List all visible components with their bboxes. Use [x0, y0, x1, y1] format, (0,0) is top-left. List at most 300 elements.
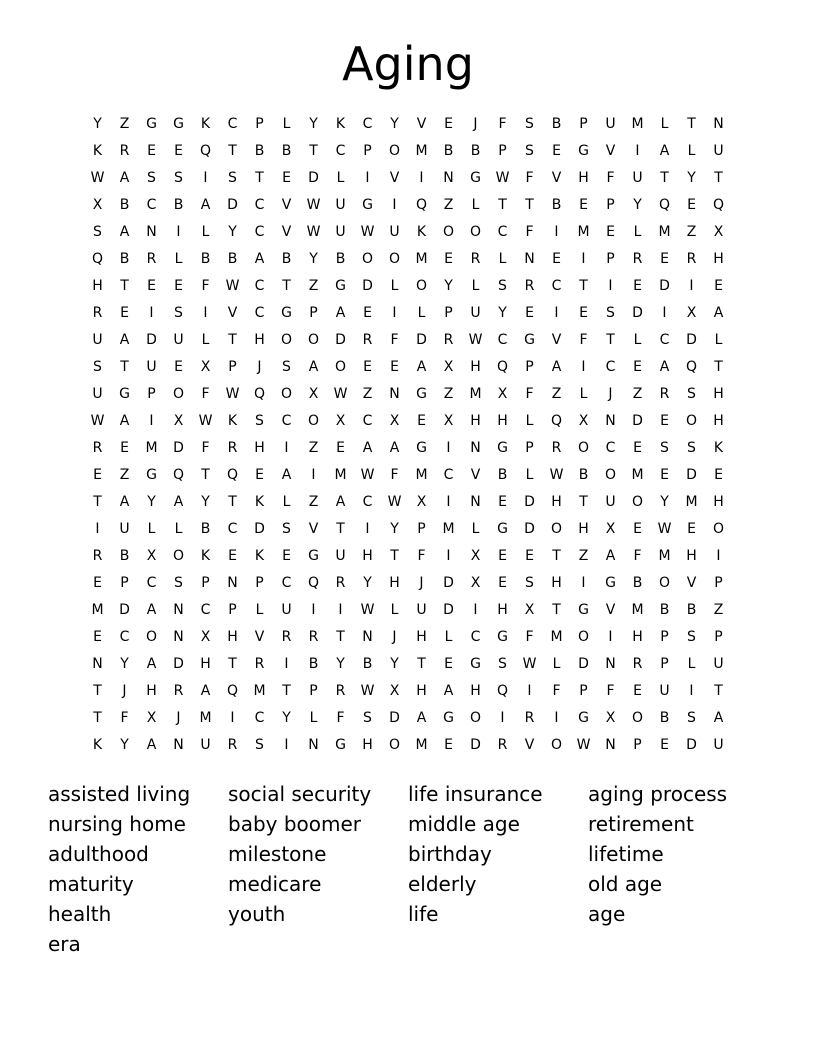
grid-row: [84, 327, 732, 354]
grid-letter: Z: [119, 116, 130, 132]
grid-letter: W: [333, 386, 348, 402]
grid-letter: I: [662, 305, 667, 321]
word-list-item: old age: [588, 872, 663, 896]
grid-letter: G: [173, 116, 184, 132]
grid-letter: N: [605, 737, 616, 753]
grid-letter: Y: [120, 656, 129, 672]
grid-letter: A: [146, 602, 157, 618]
grid-letter: U: [713, 656, 724, 672]
grid-letter: I: [581, 575, 586, 591]
grid-letter: A: [281, 467, 292, 483]
grid-letter: O: [388, 737, 401, 753]
grid-letter: B: [227, 251, 238, 267]
grid-letter: E: [660, 737, 669, 753]
grid-letter: I: [608, 278, 613, 294]
grid-letter: T: [255, 170, 264, 186]
grid-letter: X: [173, 413, 184, 429]
grid-letter: K: [254, 494, 265, 510]
grid-letter: D: [659, 278, 670, 294]
grid-letter: I: [446, 494, 451, 510]
grid-letter: I: [581, 359, 586, 375]
grid-letter: A: [119, 224, 130, 240]
grid-letter: U: [119, 521, 130, 537]
grid-letter: L: [633, 332, 642, 348]
grid-letter: N: [146, 224, 157, 240]
grid-letter: K: [416, 224, 427, 240]
grid-letter: R: [335, 575, 346, 591]
grid-letter: L: [714, 332, 723, 348]
grid-letter: R: [524, 278, 535, 294]
grid-letter: Z: [551, 386, 562, 402]
grid-letter: E: [552, 251, 561, 267]
grid-letter: M: [631, 116, 644, 132]
grid-letter: R: [227, 440, 238, 456]
grid-letter: Y: [282, 710, 291, 726]
grid-letter: M: [415, 737, 428, 753]
grid-letter: D: [632, 305, 643, 321]
grid-letter: C: [605, 440, 616, 456]
grid-letter: F: [498, 116, 507, 132]
grid-letter: S: [606, 305, 615, 321]
grid-letter: I: [446, 440, 451, 456]
grid-letter: N: [362, 629, 373, 645]
grid-letter: L: [309, 710, 318, 726]
grid-letter: T: [714, 683, 723, 699]
grid-letter: U: [416, 602, 427, 618]
grid-letter: E: [714, 278, 723, 294]
grid-letter: G: [146, 467, 157, 483]
grid-letter: U: [92, 332, 103, 348]
grid-letter: N: [308, 737, 319, 753]
grid-letter: M: [658, 548, 671, 564]
grid-letter: G: [524, 332, 535, 348]
grid-letter: W: [360, 224, 375, 240]
grid-letter: O: [658, 575, 671, 591]
grid-letter: O: [172, 548, 185, 564]
grid-letter: W: [495, 170, 510, 186]
grid-letter: Z: [308, 278, 319, 294]
grid-letter: Q: [496, 359, 509, 375]
grid-letter: Y: [498, 305, 507, 321]
grid-letter: T: [552, 548, 561, 564]
grid-letter: B: [119, 197, 130, 213]
grid-letter: G: [335, 737, 346, 753]
grid-letter: E: [336, 440, 345, 456]
grid-letter: E: [363, 305, 372, 321]
grid-letter: E: [174, 359, 183, 375]
grid-letter: D: [362, 278, 373, 294]
grid-row: [84, 381, 732, 408]
grid-letter: P: [255, 575, 264, 591]
grid-letter: O: [145, 629, 158, 645]
grid-letter: O: [469, 710, 482, 726]
word-list-item: baby boomer: [228, 812, 362, 836]
grid-letter: R: [686, 251, 697, 267]
grid-letter: T: [93, 683, 102, 699]
grid-letter: H: [254, 332, 265, 348]
word-list-item: birthday: [408, 842, 492, 866]
grid-letter: Q: [226, 467, 239, 483]
grid-letter: X: [146, 710, 157, 726]
word-list-item: life insurance: [408, 782, 543, 806]
grid-letter: Y: [390, 521, 399, 537]
grid-letter: Q: [91, 251, 104, 267]
grid-letter: U: [335, 197, 346, 213]
grid-letter: B: [578, 467, 589, 483]
grid-letter: D: [686, 332, 697, 348]
grid-letter: T: [525, 197, 534, 213]
grid-letter: V: [686, 575, 697, 591]
grid-letter: I: [419, 170, 424, 186]
grid-letter: C: [119, 629, 130, 645]
grid-letter: H: [497, 413, 508, 429]
grid-letter: J: [473, 116, 478, 132]
grid-letter: X: [443, 413, 454, 429]
grid-letter: E: [498, 575, 507, 591]
grid-row: [84, 435, 732, 462]
grid-letter: V: [254, 629, 265, 645]
grid-letter: P: [525, 440, 534, 456]
grid-letter: A: [119, 332, 130, 348]
grid-letter: P: [417, 521, 426, 537]
word-list-item: age: [588, 902, 626, 926]
grid-letter: T: [714, 359, 723, 375]
grid-letter: E: [579, 305, 588, 321]
grid-letter: F: [525, 170, 534, 186]
grid-letter: H: [389, 575, 400, 591]
grid-letter: G: [308, 548, 319, 564]
grid-letter: V: [281, 197, 292, 213]
grid-letter: I: [149, 413, 154, 429]
grid-letter: A: [308, 359, 319, 375]
grid-letter: R: [524, 710, 535, 726]
grid-letter: F: [201, 440, 210, 456]
grid-letter: H: [470, 413, 481, 429]
grid-letter: E: [633, 683, 642, 699]
grid-letter: O: [631, 494, 644, 510]
word-list-item: aging process: [588, 782, 728, 806]
grid-letter: C: [605, 359, 616, 375]
grid-letter: H: [470, 683, 481, 699]
grid-letter: N: [173, 737, 184, 753]
grid-letter: E: [282, 548, 291, 564]
grid-letter: L: [201, 332, 210, 348]
grid-letter: U: [605, 116, 616, 132]
grid-letter: Y: [336, 656, 345, 672]
grid-letter: V: [227, 305, 238, 321]
grid-letter: V: [551, 170, 562, 186]
grid-letter: F: [390, 332, 399, 348]
grid-letter: C: [497, 332, 508, 348]
grid-letter: D: [173, 656, 184, 672]
grid-letter: B: [362, 656, 373, 672]
grid-letter: Z: [362, 386, 373, 402]
grid-letter: D: [146, 332, 157, 348]
word-list-item: nursing home: [48, 812, 186, 836]
grid-letter: R: [92, 548, 103, 564]
grid-letter: C: [659, 332, 670, 348]
grid-letter: L: [282, 116, 291, 132]
grid-letter: N: [443, 170, 454, 186]
grid-letter: H: [713, 413, 724, 429]
grid-letter: S: [282, 521, 291, 537]
grid-letter: D: [578, 656, 589, 672]
grid-letter: R: [173, 683, 184, 699]
grid-letter: D: [632, 413, 643, 429]
grid-row: [84, 138, 732, 165]
grid-letter: G: [605, 575, 616, 591]
grid-row: [84, 732, 732, 759]
grid-letter: T: [282, 278, 291, 294]
grid-letter: C: [254, 710, 265, 726]
grid-letter: Y: [201, 494, 210, 510]
grid-letter: S: [147, 170, 156, 186]
grid-row: [84, 705, 732, 732]
grid-letter: K: [92, 737, 103, 753]
grid-letter: C: [254, 278, 265, 294]
grid-letter: A: [416, 710, 427, 726]
grid-letter: P: [525, 359, 534, 375]
grid-letter: H: [470, 359, 481, 375]
grid-letter: M: [685, 494, 698, 510]
grid-letter: H: [416, 683, 427, 699]
grid-row: [84, 354, 732, 381]
grid-letter: G: [119, 386, 130, 402]
grid-letter: Y: [687, 170, 696, 186]
grid-letter: Y: [660, 494, 669, 510]
grid-letter: Y: [633, 197, 642, 213]
grid-letter: P: [714, 575, 723, 591]
grid-letter: K: [335, 116, 346, 132]
grid-letter: A: [713, 710, 724, 726]
grid-row: [84, 408, 732, 435]
grid-letter: I: [284, 440, 289, 456]
grid-letter: T: [336, 521, 345, 537]
grid-row: [84, 246, 732, 273]
grid-letter: G: [578, 710, 589, 726]
grid-letter: U: [200, 737, 211, 753]
grid-letter: Y: [309, 116, 318, 132]
grid-letter: Q: [415, 197, 428, 213]
grid-letter: V: [470, 467, 481, 483]
grid-letter: X: [605, 521, 616, 537]
grid-letter: U: [605, 494, 616, 510]
grid-letter: I: [500, 710, 505, 726]
grid-letter: G: [146, 116, 157, 132]
grid-letter: C: [254, 224, 265, 240]
grid-letter: C: [362, 494, 373, 510]
grid-letter: P: [309, 305, 318, 321]
grid-letter: P: [120, 575, 129, 591]
grid-letter: T: [714, 170, 723, 186]
grid-letter: M: [658, 224, 671, 240]
grid-letter: E: [579, 197, 588, 213]
grid-letter: O: [280, 332, 293, 348]
grid-letter: I: [635, 143, 640, 159]
grid-row: [84, 273, 732, 300]
grid-row: [84, 678, 732, 705]
grid-letter: V: [281, 224, 292, 240]
grid-letter: M: [631, 602, 644, 618]
grid-letter: D: [524, 521, 535, 537]
grid-letter: C: [497, 224, 508, 240]
grid-letter: S: [525, 143, 534, 159]
grid-letter: I: [95, 521, 100, 537]
grid-letter: U: [713, 737, 724, 753]
grid-letter: Y: [390, 656, 399, 672]
grid-letter: Z: [713, 602, 724, 618]
grid-letter: E: [444, 116, 453, 132]
grid-letter: W: [387, 494, 402, 510]
grid-letter: H: [227, 629, 238, 645]
grid-letter: L: [390, 602, 399, 618]
grid-letter: C: [146, 197, 157, 213]
grid-letter: L: [633, 224, 642, 240]
grid-letter: M: [577, 224, 590, 240]
grid-letter: B: [119, 251, 130, 267]
grid-letter: U: [632, 170, 643, 186]
grid-letter: E: [714, 467, 723, 483]
grid-letter: H: [713, 251, 724, 267]
grid-row: [84, 192, 732, 219]
grid-row: [84, 516, 732, 543]
grid-letter: X: [200, 359, 211, 375]
grid-letter: B: [632, 575, 643, 591]
grid-letter: I: [608, 629, 613, 645]
grid-letter: S: [174, 305, 183, 321]
grid-letter: H: [578, 170, 589, 186]
grid-letter: R: [119, 143, 130, 159]
grid-letter: I: [473, 602, 478, 618]
grid-letter: G: [443, 710, 454, 726]
grid-letter: O: [334, 359, 347, 375]
grid-letter: L: [255, 602, 264, 618]
grid-letter: L: [282, 494, 291, 510]
grid-letter: J: [257, 359, 262, 375]
grid-letter: R: [308, 629, 319, 645]
word-list-item: era: [48, 932, 81, 956]
grid-letter: S: [93, 359, 102, 375]
grid-letter: X: [713, 224, 724, 240]
grid-letter: B: [281, 143, 292, 159]
grid-letter: S: [363, 710, 372, 726]
grid-letter: G: [497, 440, 508, 456]
grid-letter: G: [362, 197, 373, 213]
grid-letter: X: [578, 413, 589, 429]
grid-letter: D: [443, 602, 454, 618]
grid-letter: Q: [199, 143, 212, 159]
grid-letter: S: [660, 440, 669, 456]
grid-letter: O: [604, 467, 617, 483]
grid-letter: E: [93, 467, 102, 483]
grid-letter: M: [415, 143, 428, 159]
grid-letter: F: [525, 224, 534, 240]
grid-letter: E: [147, 278, 156, 294]
grid-letter: P: [579, 116, 588, 132]
grid-letter: S: [687, 629, 696, 645]
grid-letter: T: [201, 467, 210, 483]
grid-letter: N: [713, 116, 724, 132]
grid-letter: T: [120, 278, 129, 294]
grid-letter: S: [174, 170, 183, 186]
grid-row: [84, 597, 732, 624]
grid-letter: I: [581, 251, 586, 267]
grid-letter: T: [417, 656, 426, 672]
grid-letter: S: [687, 710, 696, 726]
grid-letter: L: [471, 521, 480, 537]
grid-letter: H: [713, 386, 724, 402]
grid-letter: D: [308, 170, 319, 186]
grid-letter: L: [417, 305, 426, 321]
grid-letter: A: [146, 737, 157, 753]
grid-letter: T: [120, 359, 129, 375]
grid-letter: N: [470, 440, 481, 456]
grid-letter: P: [633, 737, 642, 753]
grid-letter: E: [552, 143, 561, 159]
grid-letter: P: [606, 251, 615, 267]
grid-letter: W: [360, 467, 375, 483]
grid-letter: R: [551, 440, 562, 456]
grid-letter: H: [632, 629, 643, 645]
grid-letter: H: [254, 440, 265, 456]
grid-letter: B: [200, 251, 211, 267]
grid-letter: B: [659, 710, 670, 726]
grid-letter: G: [578, 143, 589, 159]
grid-letter: E: [633, 440, 642, 456]
grid-letter: K: [713, 440, 724, 456]
grid-letter: P: [255, 116, 264, 132]
grid-letter: P: [444, 305, 453, 321]
grid-letter: J: [608, 386, 613, 402]
grid-letter: T: [660, 170, 669, 186]
grid-letter: G: [281, 305, 292, 321]
grid-letter: A: [200, 683, 211, 699]
grid-letter: E: [390, 359, 399, 375]
grid-letter: E: [606, 224, 615, 240]
page-title: Aging: [342, 37, 474, 91]
grid-letter: E: [633, 278, 642, 294]
grid-letter: X: [524, 602, 535, 618]
grid-letter: Q: [658, 197, 671, 213]
grid-letter: C: [443, 467, 454, 483]
grid-letter: A: [551, 359, 562, 375]
grid-letter: X: [605, 710, 616, 726]
word-list-item: milestone: [228, 842, 327, 866]
grid-letter: G: [470, 656, 481, 672]
grid-letter: H: [551, 575, 562, 591]
grid-letter: C: [200, 602, 211, 618]
grid-letter: W: [90, 170, 105, 186]
grid-letter: F: [579, 332, 588, 348]
grid-letter: E: [687, 521, 696, 537]
grid-letter: W: [306, 224, 321, 240]
grid-letter: I: [554, 224, 559, 240]
grid-letter: O: [307, 332, 320, 348]
grid-letter: O: [388, 143, 401, 159]
grid-letter: I: [338, 602, 343, 618]
grid-letter: H: [92, 278, 103, 294]
grid-letter: R: [443, 332, 454, 348]
grid-letter: B: [686, 602, 697, 618]
grid-letter: B: [551, 197, 562, 213]
grid-letter: A: [146, 656, 157, 672]
grid-letter: T: [228, 656, 237, 672]
grid-letter: U: [173, 332, 184, 348]
grid-letter: U: [146, 359, 157, 375]
grid-letter: I: [392, 197, 397, 213]
grid-letter: Y: [363, 575, 372, 591]
grid-letter: E: [363, 359, 372, 375]
